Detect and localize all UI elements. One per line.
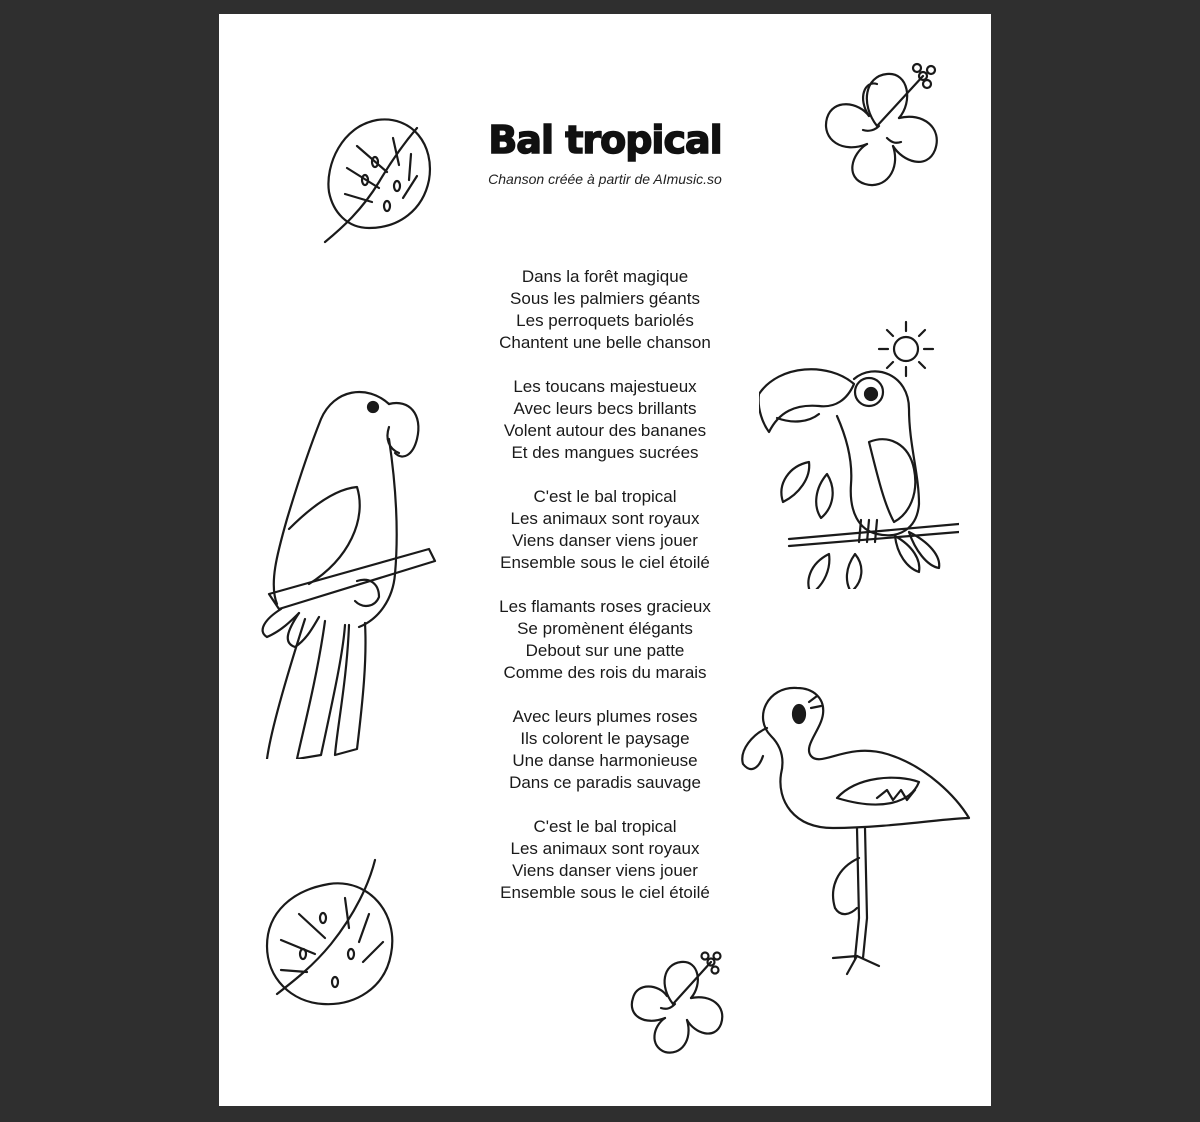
lyric-line: Avec leurs plumes roses (512, 707, 698, 726)
lyric-line: Dans la forêt magique (521, 267, 689, 286)
lyric-line: Volent autour des bananes (503, 421, 707, 440)
lyric-line: Sous les palmiers géants (510, 289, 700, 308)
lyric-line: Viens danser viens jouer (512, 861, 698, 880)
lyric-line: Ensemble sous le ciel étoilé (500, 883, 710, 902)
stanza-4 (399, 596, 811, 684)
lyric-line: Chantent une belle chanson (499, 333, 711, 352)
parrot-icon (239, 369, 449, 759)
hibiscus-flower-top-icon (805, 54, 950, 199)
song-page (219, 14, 991, 1106)
lyric-line: Dans ce paradis sauvage (509, 773, 701, 792)
stanza-3 (399, 486, 811, 574)
lyric-line: Debout sur une patte (525, 641, 685, 660)
lyric-line: C'est le bal tropical (533, 817, 677, 836)
hibiscus-flower-bottom-icon (615, 946, 735, 1066)
lyric-line: Les animaux sont royaux (510, 509, 700, 528)
monstera-leaf-bottom-icon (259, 854, 409, 1014)
flamingo-icon (737, 678, 977, 978)
lyric-line: Les toucans majestueux (513, 377, 697, 396)
lyric-line: Se promènent élégants (517, 619, 693, 638)
monstera-leaf-top-icon (317, 110, 437, 250)
lyric-line: Comme des rois du marais (503, 663, 707, 682)
lyric-line: Ils colorent le paysage (520, 729, 690, 748)
lyric-line: C'est le bal tropical (533, 487, 677, 506)
lyric-line: Les flamants roses gracieux (499, 597, 711, 616)
song-title: Bal tropical (488, 118, 722, 162)
lyric-line: Avec leurs becs brillants (513, 399, 697, 418)
song-subtitle: Chanson créée à partir de AImusic.so (488, 171, 722, 187)
lyric-line: Les animaux sont royaux (510, 839, 700, 858)
stanza-2 (399, 376, 811, 464)
lyric-line: Ensemble sous le ciel étoilé (500, 553, 710, 572)
lyric-line: Les perroquets bariolés (516, 311, 694, 330)
lyric-line: Viens danser viens jouer (512, 531, 698, 550)
lyric-line: Et des mangues sucrées (511, 443, 699, 462)
stanza-1 (399, 266, 811, 354)
lyric-line: Une danse harmonieuse (512, 751, 698, 770)
toucan-icon (759, 354, 959, 589)
